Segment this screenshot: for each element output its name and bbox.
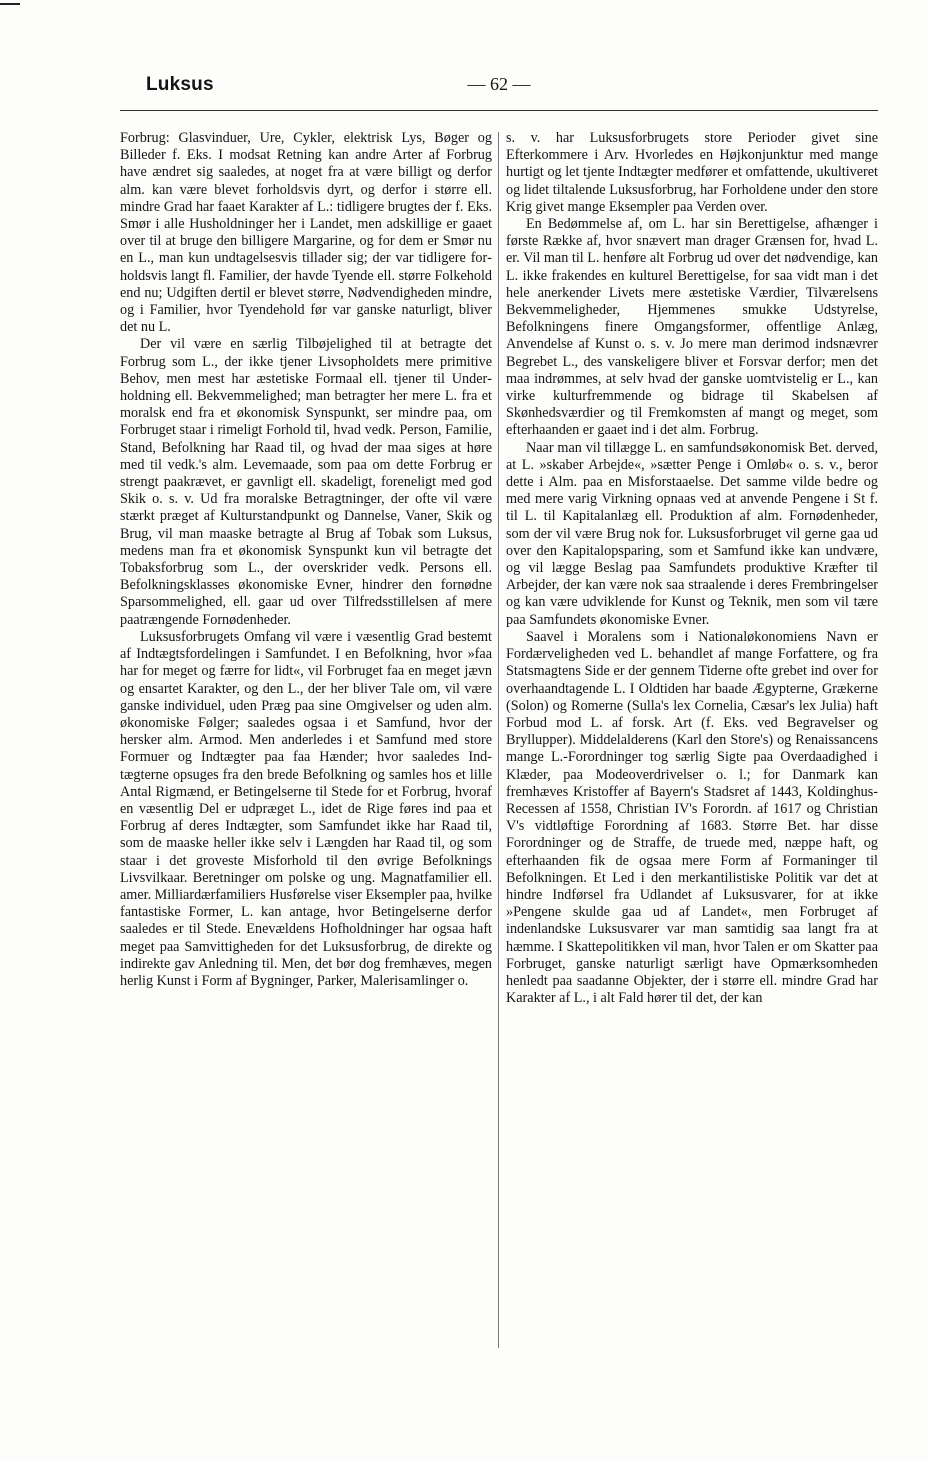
paragraph: Forbrug: Glasvinduer, Ure, Cykler, elektrisk Lys, Bøger og Billeder f. Eks. I modsat Retning kan andre Arter af Forbrug have ændret sig saaledes, at noget fra at være billigt og derfor alm. kan være blevet forholdsvis dyrt, og derfor i større ell. mindre Grad har faaet Karakter af L.: tidligere brugtes der f. Eks. Smør i alle Husholdninger her i Landet, men adskillige er gaaet over til at bruge den billigere Margarine, og for dem er Smør nu en L., man kun undtagelsesvis tillader sig; der var tidligere forholdsvis langt fl. Familier, der havde Tyende ell. større Folkehold end nu; Udgiften dertil er blevet større, Nødvendigheden mindre, og i Familier, hvor Tyendehold før var ganske naturligt, bliver det nu L. [120,130,492,336]
page-header [120,70,878,96]
page-number: — 62 — [467,74,531,94]
column-rule [498,132,499,1348]
paragraph: En Bedømmelse af, om L. har sin Berettigelse, afhænger i første Række af, hvor snævert man drager Grænsen for, hvad L. er. Vil man til L. henføre alt Forbrug ud over det nødvendige, kan L. ikke frakendes en kulturel Berettigelse, for saa vidt man i det hele anerkender Livets mere æstetiske Værdier, Tilværelsens Bekvemmeligheder, Hjemmenes smukke Udstyrelse, Befolkningens finere Omgangsformer, offentlige Anlæg, Anvendelse af Kunst o. s. v. Jo mere man derimod indsnævrer Begrebet L., des vanskeligere bliver et Forsvar derfor; men det maa indrømmes, at selv hvad der ganske uomtvistelig er L., kan virke kulturfremmende og bidrage til Skabelsen af Skønhedsværdier og til Fremkomsten af mangt og meget, som efterhaanden er gaaet ind i det alm. Forbrug. [506,216,879,439]
left-column [120,130,492,990]
paragraph: s. v. har Luksusforbrugets store Perioder givet sine Efterkommere i Arv. Hvorledes en Højkonjunktur med mange hurtigt og let tjente Indtægter medfører et omfattende, ukultiveret og lidet tiltalende Luksusforbrug, har Forholdene under den store Krig givet mange Eksempler paa Verden over. [506,130,878,215]
right-column [506,130,878,1007]
paragraph: Luksusforbrugets Omfang vil være i væsentlig Grad bestemt af Indtægtsfordelingen i Samfundet. I en Befolkning, hvor »faa har for meget og færre for lidt«, vil Forbruget faa en meget jævn og ensartet Karakter, og den L., der her bliver Tale om, vil være ganske individuel, uden Præg paa sine Omgivelser og uden alm. økonomiske Følger; saaledes ogsaa i et Samfund, hvor der hersker alm. Armod. Men anderledes i et Samfund med store Formuer og Indtægter paa faa Hænder; hvor saaledes Indtægterne opsuges fra den brede Befolkning og samles hos et lille Antal Rigmænd, er Betingelserne til Stede for et Forbrug, hvoraf en væsentlig Del er udpræget L., idet de Rige føres ind paa et Forbrug af deres Indtægter, som Samfundet ikke har Raad til, som de maaske heller ikke selv i Længden har Raad til, og som staar i det groveste Misforhold til den øvrige Befolknings Livsvilkaar. Beretninger om polske og ung. Magnatfamilier ell. amer. Milliardærfamiliers Husførelse viser Eksempler paa, hvilke fantastiske Former, L. kan antage, hvor Betingelserne derfor saaledes er til Stede. Enevældens Hofholdninger har ogsaa haft meget paa Samvittigheden for det Luksusforbrug, de direkte og indirekte gav Anledning til. Men, det bør dog fremhæves, megen herlig Kunst i Form af Bygninger, Parker, Malerisamlinger o. [120,628,492,989]
paragraph: Der vil være en særlig Tilbøjelighed til at betragte det Forbrug som L., der ikke tjener Livsopholdets mere primitive Behov, men mest har æstetiske Formaal ell. tjener til Underholdning ell. Bekvemmelighed; man betragter her mere L. fra et moralsk end fra et økonomisk Synspunkt, ser mindre paa, om Forbruget staar i rimeligt Forhold til, hvad vedk. Person, Familie, Stand, Befolkning har Raad til, og hvad der maa siges at høre med til vedk.'s alm. Levemaade, som paa om dette Forbrug er strengt paakrævet, er gavnligt ell. skadeligt, foreneligt med god Skik o. s. v. Ud fra moralske Betragtninger, der ofte vil være stærkt præget af Kulturstandpunkt og Dannelse, Vaner, Skik og Brug, vil man maaske betragte al Brug af Tobak som Luksus, medens man fra et økonomisk Synspunkt kun vil betragte det Tobaksforbrug som L., der overskrider vedk. Persons ell. Befolkningsklasses økonomiske Evner, hindrer den fornødne Sparsommelighed, ell. gaar ud over Tilfredsstillelsen af mere paatrængende Fornødenheder. [120,336,492,628]
running-head: Luksus [146,74,214,95]
paragraph: Saavel i Moralens som i Nationaløkonomiens Navn er Fordærveligheden ved L. behandlet af mange Forfattere, og fra Statsmagtens Side er der gennem Tiderne ofte grebet ind over for overhaandtagende L. I Oldtiden har baade Ægypterne, Grækerne (Solon) og Romerne (Sulla's lex Cornelia, Cæsar's lex Julia) haft Forbud mod L. af forsk. Art (f. Eks. ved Begravelser og Bryllupper). Middelalderens (Karl den Store's) og Renaissancens mange L.-Forordninger tog særlig Sigte paa Overdaadighed i Klæder, paa Modeoverdrivelser o. l.; for Danmark kan fremhæves Kristoffer af Bayern's Stadsret af 1443, Koldinghus-Recessen af 1558, Christian IV's Forordn. af 1617 og Christian V's vidtløftige Forordning af 1683. Større Bet. har disse Forordninger og de Straffe, de truede med, næppe haft, og efterhaanden fik de ogsaa mere Form af Formaninger til Befolkningen. Et Led i den merkantilistiske Politik var det at hindre Indførsel fra Udlandet af Luksusvarer, for at ikke »Pengene skulde gaa ud af Landet«, men Forbruget af indenlandske Luksusvarer var man samtidig saa langt fra at hæmme. I Skattepolitikken vil man, hvor Talen er om Skatter paa Forbruget, ganske naturligt særligt have Opmærksomheden henledt paa saadanne Objekter, der i større ell. mindre Grad har Karakter af L., i alt Fald hører til det, der kan [506,628,878,1007]
corner-mark [0,3,20,5]
paragraph: Naar man vil tillægge L. en samfundsøkonomisk Bet. derved, at L. »skaber Arbejde«, »sætter Penge i Omløb« o. s. v., beror dette i Alm. paa en Misforstaaelse. Det samme vilde bedre og med mere varig Virkning opnaas ved at anvende Pengene i St f. til L. til Kapitalanlæg ell. Produktion af alm. Fornødenheder, som der vil være Brug nok for. Luksusforbruget vil gerne gaa ud over den Kapitalopsparing, som et Samfund ikke kan undvære, og vil lægge Beslag paa Samfundets produktive Kræfter til Arbejder, der kan være nok saa straalende i deres Frembringelser og kan være udviklende for Kunst og Teknik, men som vil tære paa Samfundets økonomiske Evner. [506,439,878,628]
header-rule [120,110,878,111]
